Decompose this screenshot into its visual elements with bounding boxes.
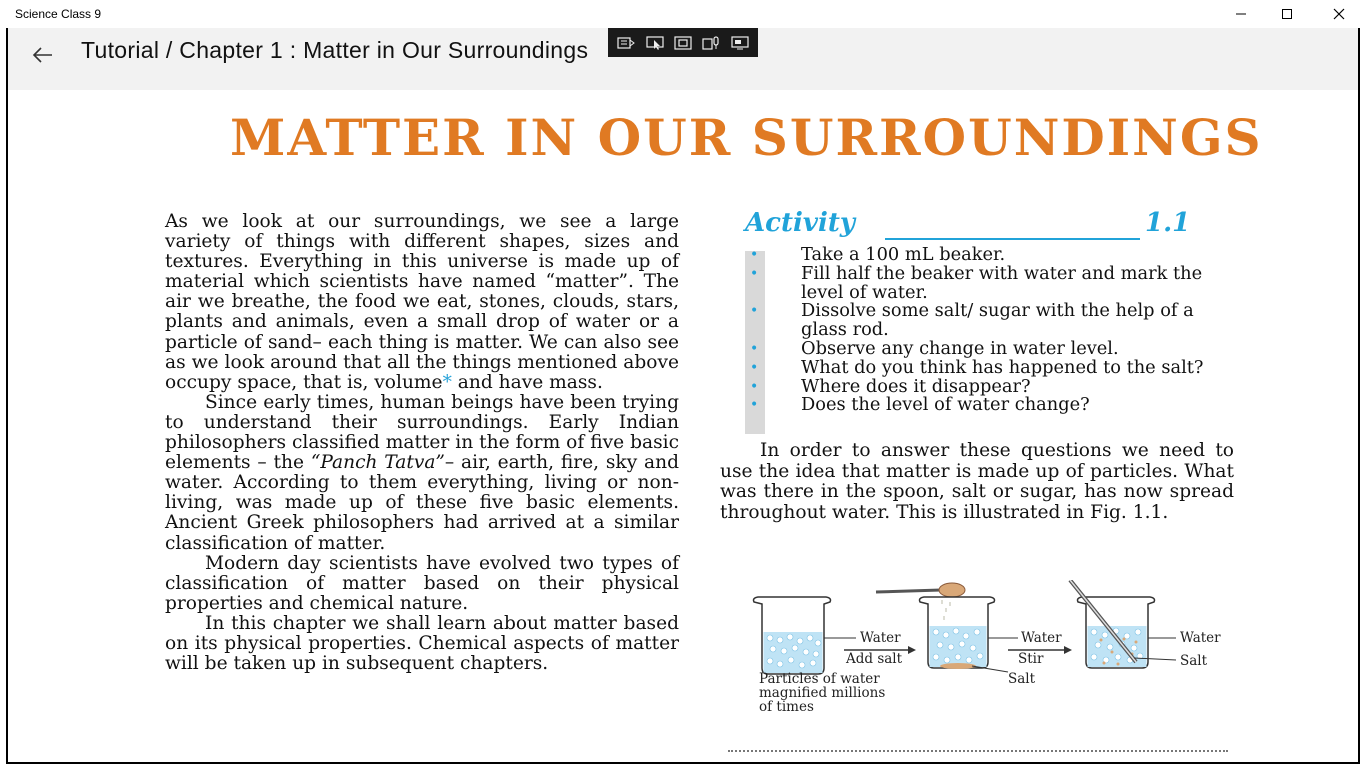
minimize-button[interactable]: [1218, 0, 1264, 28]
activity-item: • Does the level of water change?: [750, 394, 1090, 416]
bullet-icon: •: [750, 303, 759, 320]
figure-caption-line-1: Particles of water: [759, 671, 880, 687]
footnote-star: *: [442, 371, 452, 393]
breadcrumb: Tutorial / Chapter 1 : Matter in Our Surroundings: [81, 37, 589, 63]
paragraph-2: [165, 393, 679, 554]
bullet-icon: •: [750, 340, 759, 357]
paragraph-2-end: – air, earth, fire, sky and water. According to them everything, living or non-living, was made up of these five basic elements. Ancient Greek philosophers had arrived at a similar classification of matter.: [165, 452, 680, 554]
activity-item: • Fill half the beaker with water and mark the level of water.: [750, 262, 1203, 303]
chapter-title: MATTER IN OUR SURROUNDINGS: [230, 108, 1263, 167]
capture-toolbar: [608, 28, 758, 57]
book-page: [8, 90, 1358, 762]
paragraph-1: [165, 212, 679, 393]
title-bar: [0, 0, 1366, 28]
close-button[interactable]: [1316, 0, 1362, 28]
activity-item: • Observe any change in water level.: [750, 337, 1119, 359]
screen-icon[interactable]: [729, 34, 751, 52]
maximize-button[interactable]: [1264, 0, 1310, 28]
left-column: [165, 212, 679, 674]
beaker-2: [920, 597, 1019, 672]
label-salt-2: Salt: [1180, 653, 1208, 669]
activity-item: • Where does it disappear?: [750, 375, 1031, 397]
paragraph-3: Modern day scientists have evolved two types of classification of matter based on their physical properties and chemical nature.: [165, 552, 679, 614]
maximize-icon: [1281, 8, 1293, 20]
paragraph-1-end: and have mass.: [451, 371, 603, 393]
label-add-salt: Add salt: [846, 651, 903, 667]
beaker-3: [1070, 580, 1176, 668]
label-water-1: Water: [860, 630, 901, 646]
bullet-icon: •: [750, 378, 759, 395]
figure-1-1: [746, 580, 1236, 730]
figure-caption-line-3: of times: [759, 699, 814, 715]
window-title: Science Class 9: [15, 7, 102, 21]
beaker-1: [754, 597, 857, 674]
audio-icon[interactable]: [700, 34, 722, 52]
back-arrow-icon: [32, 46, 54, 64]
activity-heading: [745, 208, 1211, 242]
minimize-icon: [1235, 8, 1247, 20]
figure-caption-line-2: magnified millions: [759, 685, 886, 701]
select-icon[interactable]: [644, 34, 666, 52]
bullet-icon: •: [750, 397, 759, 414]
activity-rule: [885, 238, 1140, 240]
window-icon[interactable]: [672, 34, 694, 52]
activity-item: • Take a 100 mL beaker.: [750, 244, 1006, 265]
bullet-icon: •: [750, 265, 759, 282]
label-water-2: Water: [1021, 630, 1062, 646]
bullet-icon: •: [750, 247, 759, 263]
label-salt-1: Salt: [1008, 671, 1036, 687]
paragraph-4: In this chapter we shall learn about matter based on its physical properties. Chemical aspects of matter will be taken up in subsequent chapters.: [165, 612, 679, 675]
capture-icon[interactable]: [615, 34, 637, 52]
paragraph-1-text: As we look at our surroundings, we see a large variety of things with different shapes, sizes and textures. Everything in this universe is made up of material which scientists have named “matter”. The air we breathe, the food we eat, stones, clouds, stars, plants and animals, even a small drop of water or a particle of sand– each thing is matter. We can also see as we look around that all the things mentioned above occupy space, that is, volume: [165, 211, 679, 393]
back-button[interactable]: [28, 40, 58, 70]
beaker-illustration: [746, 580, 1236, 730]
bullet-icon: •: [750, 359, 759, 376]
close-icon: [1333, 8, 1345, 20]
panch-tatva-term: “Panch Tatva”: [310, 452, 445, 474]
activity-item: • What do you think has happened to the salt?: [750, 356, 1204, 378]
label-stir: Stir: [1018, 651, 1044, 667]
paragraph-2-text: Since early times, human beings have been trying to understand their surroundings. Early Indian philosophers classified matter in the form of five basic elements – the: [165, 391, 679, 474]
next-line-cutoff: [728, 750, 1228, 762]
right-paragraph-text: In order to answer these questions we need to use the idea that matter is made up of particles. What was there in the spoon, salt or sugar, has now spread throughout water. This is illustrated in Fig. 1.1.: [720, 440, 1234, 524]
activity-label: Activity: [745, 208, 855, 238]
right-paragraph: [720, 441, 1234, 524]
activity-list: [745, 246, 1205, 415]
activity-number: 1.1: [1145, 208, 1191, 238]
activity-item: • Dissolve some salt/ sugar with the help of a glass rod.: [750, 300, 1194, 341]
label-water-3: Water: [1180, 630, 1221, 646]
